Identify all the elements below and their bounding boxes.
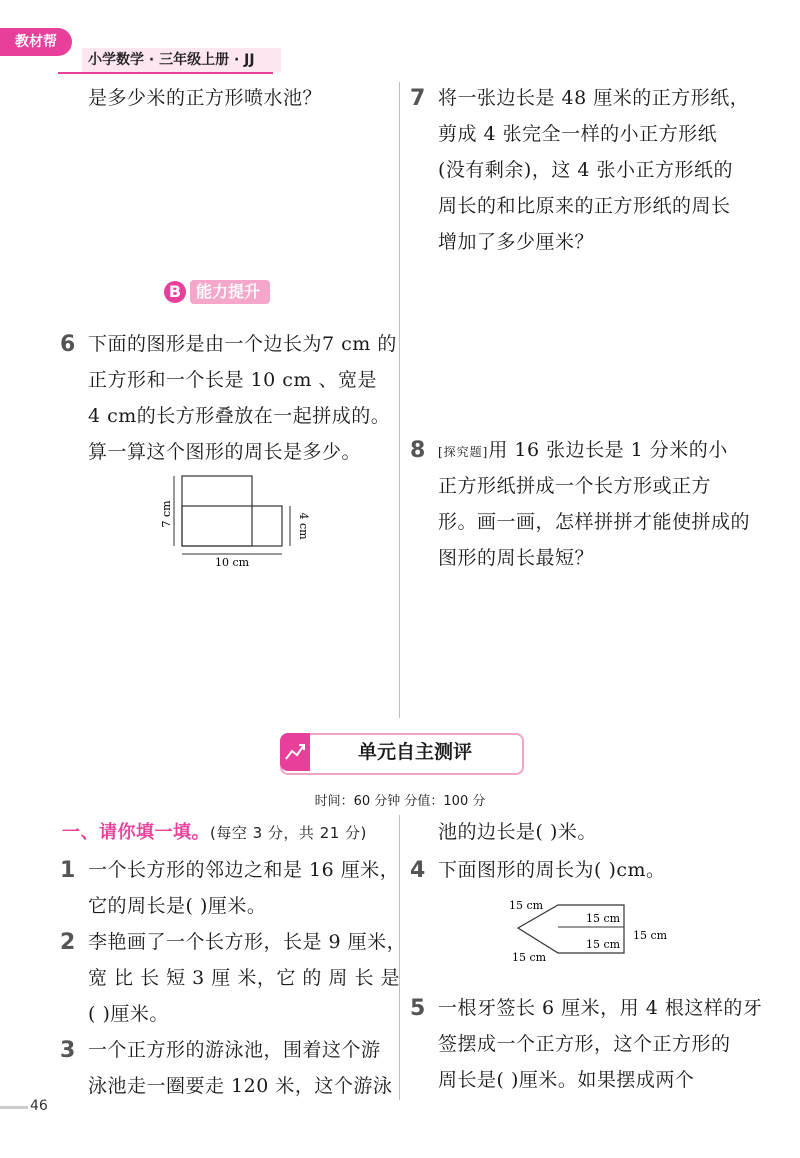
section-1-note: (每空 3 分，共 21 分) bbox=[210, 824, 367, 842]
page-header-title: 小学数学 · 三年级上册 · JJ bbox=[82, 48, 281, 72]
question-7-number: 7 bbox=[410, 86, 426, 111]
question-7-line-1: 将一张边长是 48 厘米的正方形纸， bbox=[438, 87, 750, 109]
question-7-line-2: 剪成 4 张完全一样的小正方形纸 bbox=[438, 123, 718, 145]
question-8-line-4: 图形的周长最短？ bbox=[438, 547, 595, 569]
rectangle-shape bbox=[182, 506, 282, 546]
time-score-info: 时间：60 分钟 分值：100 分 bbox=[314, 794, 486, 809]
question-4-number: 4 bbox=[410, 858, 426, 883]
trend-icon bbox=[280, 733, 310, 771]
label-bottom-left: 15 cm bbox=[511, 951, 547, 964]
question-6-line-3: 4 cm的长方形叠放在一起拼成的。 bbox=[88, 405, 391, 427]
question-6-line-4: 算一算这个图形的周长是多少。 bbox=[88, 441, 362, 463]
continuation-text: 是多少米的正方形喷水池？ bbox=[88, 87, 323, 109]
square-shape bbox=[182, 476, 252, 546]
question-6-number: 6 bbox=[60, 332, 76, 357]
question-8-line-1: [探究题]用 16 张边长是 1 分米的小 bbox=[438, 439, 728, 461]
label-bottom-inner: 15 cm bbox=[585, 938, 621, 951]
question-6-line-1: 下面的图形是由一个边长为7 cm 的 bbox=[88, 333, 397, 355]
page-number: 46 bbox=[30, 1098, 48, 1114]
question-2-line-1: 李艳画了一个长方形，长是 9 厘米， bbox=[88, 931, 407, 953]
question-5-line-2: 签摆成一个正方形，这个正方形的 bbox=[438, 1033, 731, 1055]
label-7cm: 7 cm bbox=[160, 500, 173, 528]
header-rule bbox=[58, 72, 273, 74]
unit-test-title: 单元自主测评 bbox=[357, 741, 472, 763]
question-3-continuation: 池的边长是( )米。 bbox=[438, 821, 597, 843]
section-1-heading bbox=[62, 814, 367, 851]
question-6-line-2: 正方形和一个长是 10 cm 、宽是 bbox=[88, 369, 377, 391]
question-4-text: 下面图形的周长为( )cm。 bbox=[438, 859, 666, 881]
question-2-line-2: 宽 比 长 短 3 厘 米，它 的 周 长 是 bbox=[88, 967, 400, 989]
question-5-number: 5 bbox=[410, 996, 426, 1021]
question-8-number: 8 bbox=[410, 438, 426, 463]
question-1-line-1: 一个长方形的邻边之和是 16 厘米， bbox=[88, 859, 400, 881]
question-7-line-4: 周长的和比原来的正方形纸的周长 bbox=[438, 195, 731, 217]
label-top-left: 15 cm bbox=[508, 899, 544, 912]
question-5-line-1: 一根牙签长 6 厘米，用 4 根这样的牙 bbox=[438, 997, 763, 1019]
page-number-bar bbox=[0, 1106, 28, 1109]
label-4cm: 4 cm bbox=[297, 512, 310, 540]
book-badge: 教材帮 bbox=[0, 28, 72, 56]
label-10cm: 10 cm bbox=[214, 556, 250, 569]
explore-tag: [探究题] bbox=[438, 445, 489, 459]
question-4-figure bbox=[500, 893, 680, 973]
section-b-letter: B bbox=[164, 281, 186, 303]
question-6-figure bbox=[160, 468, 310, 569]
question-8-line-2: 正方形纸拼成一个长方形或正方 bbox=[438, 475, 712, 497]
question-8-line-3: 形。画一画，怎样拼拼才能使拼成的 bbox=[438, 511, 751, 533]
label-top-inner: 15 cm bbox=[585, 912, 621, 925]
question-1-line-2: 它的周长是( )厘米。 bbox=[88, 895, 267, 917]
section-b-heading bbox=[164, 279, 270, 305]
question-1-number: 1 bbox=[60, 858, 76, 883]
question-7-line-3: (没有剩余)，这 4 张小正方形纸的 bbox=[438, 159, 733, 181]
column-divider-top bbox=[399, 82, 400, 718]
section-b-title: 能力提升 bbox=[190, 280, 270, 304]
question-3-line-2: 泳池走一圈要走 120 米，这个游泳 bbox=[88, 1075, 393, 1097]
section-1-title: 一、请你填一填。 bbox=[62, 822, 210, 843]
question-3-line-1: 一个正方形的游泳池，围着这个游 bbox=[88, 1039, 381, 1061]
label-right: 15 cm bbox=[632, 929, 668, 942]
question-2-line-3: ( )厘米。 bbox=[88, 1003, 169, 1025]
question-3-number: 3 bbox=[60, 1038, 76, 1063]
question-2-number: 2 bbox=[60, 930, 76, 955]
question-7-line-5: 增加了多少厘米？ bbox=[438, 231, 595, 253]
question-5-line-3: 周长是( )厘米。如果摆成两个 bbox=[438, 1069, 695, 1091]
